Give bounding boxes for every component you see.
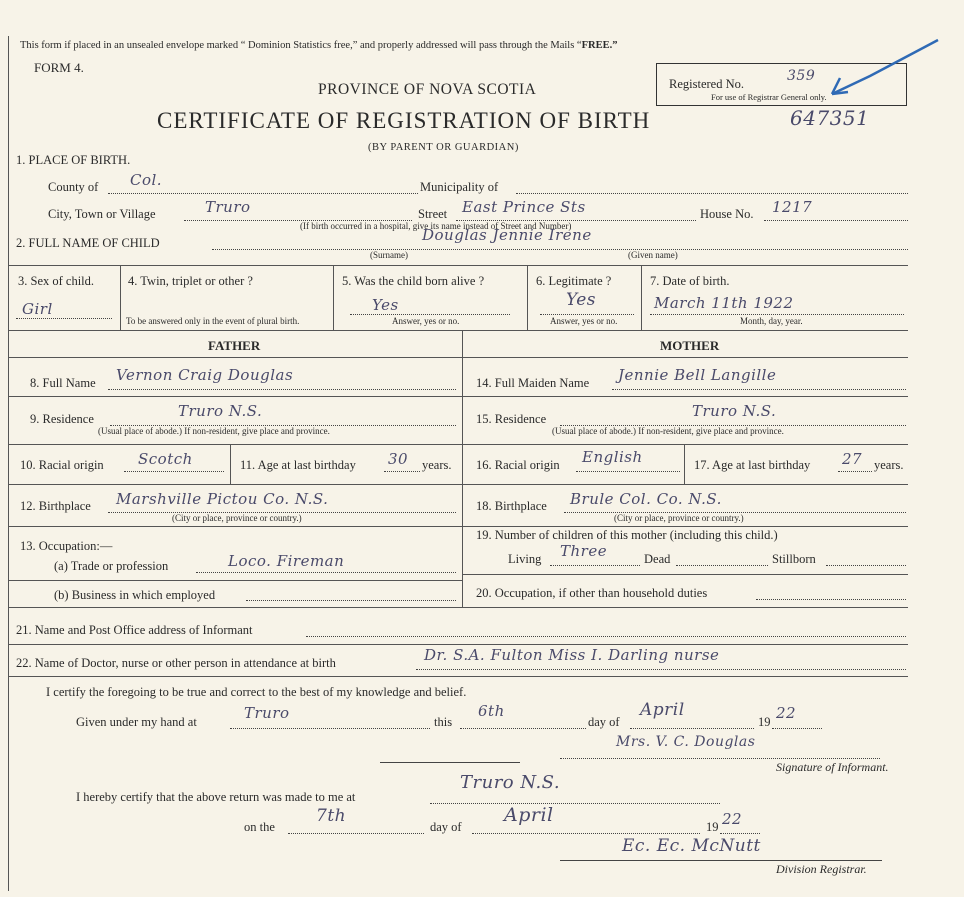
- registrar-day-of-label: day of: [430, 820, 462, 834]
- registrar-place-value: Truro N.S.: [460, 772, 561, 793]
- father-trade-label: (a) Trade or profession: [54, 559, 169, 573]
- date-of-birth-label: 7. Date of birth.: [650, 274, 730, 288]
- child-name-value: Douglas Jennie Irene: [422, 226, 592, 244]
- mother-dead-label: Dead: [644, 552, 671, 566]
- father-business-label: (b) Business in which employed: [54, 588, 216, 602]
- given-day-value: 6th: [478, 702, 505, 720]
- registered-label: Registered No.: [669, 77, 744, 91]
- registrar-certify-text: I hereby certify that the above return was made to me at: [76, 790, 356, 804]
- mother-occupation-label: 20. Occupation, if other than household duties: [476, 586, 708, 600]
- mother-name-label: 14. Full Maiden Name: [476, 376, 590, 390]
- alive-value: Yes: [372, 296, 399, 314]
- registered-note: For use of Registrar General only.: [711, 92, 827, 102]
- mother-birthplace-label: 18. Birthplace: [476, 499, 547, 513]
- municipality-label: Municipality of: [420, 180, 499, 194]
- father-racial-label: 10. Racial origin: [20, 458, 104, 472]
- date-of-birth-value: March 11th 1922: [654, 294, 794, 312]
- free-label: FREE.”: [581, 40, 618, 51]
- father-occupation-label: 13. Occupation:—: [20, 539, 113, 553]
- alive-label: 5. Was the child born alive ?: [342, 274, 485, 288]
- father-birthplace-note: (City or place, province or country.): [172, 513, 302, 523]
- mother-living-label: Living: [508, 552, 542, 566]
- informant-label: 21. Name and Post Office address of Informant: [16, 623, 253, 637]
- registrar-signature-label: Division Registrar.: [776, 862, 867, 876]
- father-heading: FATHER: [208, 338, 261, 353]
- legitimate-value: Yes: [566, 290, 597, 310]
- registrar-year-prefix: 19: [706, 820, 719, 834]
- father-age-value: 30: [388, 450, 409, 468]
- alive-note: Answer, yes or no.: [392, 316, 460, 326]
- legitimate-label: 6. Legitimate ?: [536, 274, 612, 288]
- county-label: County of: [48, 180, 99, 194]
- doctor-value: Dr. S.A. Fulton Miss I. Darling nurse: [424, 646, 720, 664]
- registered-value: 359: [787, 68, 816, 84]
- informant-signature: Mrs. V. C. Douglas: [616, 734, 756, 750]
- city-value: Truro: [205, 198, 251, 216]
- mother-name-value: Jennie Bell Langille: [618, 366, 777, 384]
- blue-check-mark: [830, 34, 942, 100]
- registrar-day-value: 7th: [316, 806, 347, 826]
- father-age-unit: years.: [422, 458, 452, 472]
- certificate-number: 647351: [790, 106, 870, 130]
- mother-residence-note: (Usual place of abode.) If non-resident, give place and province.: [552, 426, 784, 436]
- city-label: City, Town or Village: [48, 207, 156, 221]
- county-value: Col.: [130, 171, 163, 189]
- house-label: House No.: [700, 207, 754, 221]
- given-year-prefix: 19: [758, 715, 771, 729]
- father-name-label: 8. Full Name: [30, 376, 96, 390]
- father-trade-value: Loco. Fireman: [228, 552, 345, 570]
- father-racial-value: Scotch: [138, 450, 193, 468]
- certificate-title: CERTIFICATE OF REGISTRATION OF BIRTH: [157, 108, 651, 133]
- father-age-label: 11. Age at last birthday: [240, 458, 356, 472]
- mother-children-label: 19. Number of children of this mother (including this child.): [476, 528, 778, 542]
- given-month-value: April: [640, 700, 685, 720]
- father-residence-label: 9. Residence: [30, 412, 94, 426]
- mother-age-value: 27: [842, 450, 863, 468]
- mother-living-value: Three: [560, 542, 608, 560]
- given-place-value: Truro: [244, 704, 290, 722]
- sex-label: 3. Sex of child.: [18, 274, 95, 288]
- given-day-of-label: day of: [588, 715, 620, 729]
- mother-heading: MOTHER: [660, 338, 720, 353]
- father-birthplace-label: 12. Birthplace: [20, 499, 91, 513]
- given-year-value: 22: [776, 704, 797, 722]
- father-birthplace-value: Marshville Pictou Co. N.S.: [116, 490, 329, 508]
- mother-birthplace-value: Brule Col. Co. N.S.: [570, 490, 722, 508]
- province-heading: PROVINCE OF NOVA SCOTIA: [318, 81, 537, 98]
- certificate-subtitle: (BY PARENT OR GUARDIAN): [368, 142, 519, 153]
- house-value: 1217: [772, 198, 813, 216]
- left-border: [8, 36, 9, 891]
- form-number: FORM 4.: [34, 60, 84, 75]
- given-under-hand-label: Given under my hand at: [76, 715, 197, 729]
- mother-residence-label: 15. Residence: [476, 412, 547, 426]
- sex-value: Girl: [22, 300, 53, 318]
- doctor-label: 22. Name of Doctor, nurse or other person in attendance at birth: [16, 656, 336, 670]
- father-residence-note: (Usual place of abode.) If non-resident, give place and province.: [98, 426, 330, 436]
- mother-stillborn-label: Stillborn: [772, 552, 816, 566]
- mother-racial-label: 16. Racial origin: [476, 458, 560, 472]
- mother-residence-value: Truro N.S.: [692, 402, 777, 420]
- given-name-note: (Given name): [628, 250, 678, 260]
- date-of-birth-note: Month, day, year.: [740, 316, 803, 326]
- place-of-birth-heading: 1. PLACE OF BIRTH.: [16, 153, 131, 167]
- hospital-note: (If birth occurred in a hospital, give its name instead of Street and Number): [300, 221, 572, 231]
- child-name-label: 2. FULL NAME OF CHILD: [16, 236, 160, 250]
- mother-age-unit: years.: [874, 458, 904, 472]
- mother-age-label: 17. Age at last birthday: [694, 458, 811, 472]
- mother-birthplace-note: (City or place, province or country.): [614, 513, 744, 523]
- informant-certify-text: I certify the foregoing to be true and correct to the best of my knowledge and belief.: [46, 685, 467, 699]
- street-value: East Prince Sts: [462, 198, 586, 216]
- street-label: Street: [418, 207, 448, 221]
- twin-note: To be answered only in the event of plural birth.: [126, 316, 300, 326]
- twin-label: 4. Twin, triplet or other ?: [128, 274, 253, 288]
- surname-note: (Surname): [370, 250, 408, 260]
- legitimate-note: Answer, yes or no.: [550, 316, 618, 326]
- father-name-value: Vernon Craig Douglas: [116, 366, 294, 384]
- given-this-label: this: [434, 715, 453, 729]
- registrar-on-the-label: on the: [244, 820, 275, 834]
- mail-notice: This form if placed in an unsealed envelope marked “ Dominion Statistics free,” and properly addressed will pass through the Mails “FREE.”: [20, 40, 618, 51]
- informant-signature-label: Signature of Informant.: [776, 760, 889, 774]
- father-residence-value: Truro N.S.: [178, 402, 263, 420]
- registrar-month-value: April: [504, 804, 554, 826]
- mother-racial-value: English: [582, 448, 643, 466]
- registrar-year-value: 22: [722, 810, 743, 828]
- registrar-signature: Ec. Ec. McNutt: [622, 836, 761, 856]
